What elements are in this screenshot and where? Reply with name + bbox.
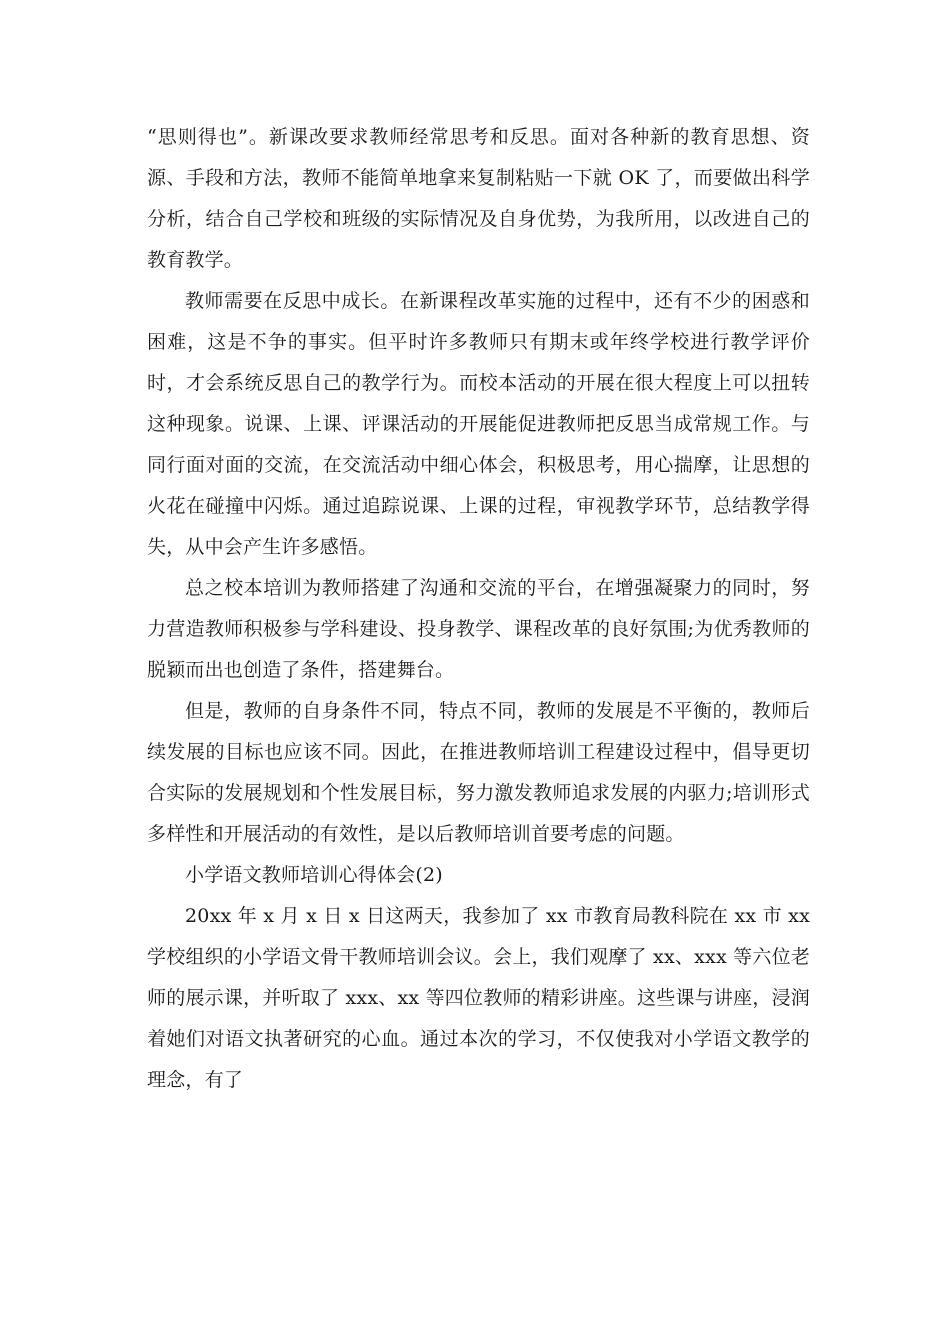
paragraph-1: “思则得也”。新课改要求教师经常思考和反思。面对各种新的教育思想、资源、手段和方法，教师不能简单地拿来复制粘贴一下就 OK 了，而要做出科学分析，结合自己学校和班级的实际情况及自身优势，为我所用，以改进自己的教育教学。 [147, 126, 810, 271]
paragraph-3: 总之校本培训为教师搭建了沟通和交流的平台，在增强凝聚力的同时，努力营造教师积极参与学科建设、投身教学、课程改革的良好氛围;为优秀教师的脱颖而出也创造了条件，搭建舞台。 [147, 577, 810, 681]
document-body [147, 117, 810, 1101]
paragraph-4: 但是，教师的自身条件不同，特点不同，教师的发展是不平衡的，教师后续发展的目标也应该不同。因此，在推进教师培训工程建设过程中，倡导更切合实际的发展规划和个性发展目标，努力激发教师追求发展的内驱力;培训形式多样性和开展活动的有效性，是以后教师培训首要考虑的问题。 [147, 700, 810, 845]
paragraph-5: 20xx 年 x 月 x 日 x 日这两天，我参加了 xx 市教育局教科院在 xx 市 xx 学校组织的小学语文骨干教师培训会议。会上，我们观摩了 xx、xxx 等六位老师的展示课，并听取了 xxx、xx 等四位教师的精彩讲座。这些课与讲座，浸润着她们对语文执著研究的心血。通过本次的学习，不仅使我对小学语文教学的理念，有了 [147, 905, 810, 1091]
section-heading: 小学语文教师培训心得体会(2) [185, 864, 443, 886]
paragraph-2: 教师需要在反思中成长。在新课程改革实施的过程中，还有不少的困惑和困难，这是不争的事实。但平时许多教师只有期末或年终学校进行教学评价时，才会系统反思自己的教学行为。而校本活动的开展在很大程度上可以扭转这种现象。说课、上课、评课活动的开展能促进教师把反思当成常规工作。与同行面对面的交流，在交流活动中细心体会，积极思考，用心揣摩，让思想的火花在碰撞中闪烁。通过追踪说课、上课的过程，审视教学环节，总结教学得失，从中会产生许多感悟。 [147, 290, 810, 558]
